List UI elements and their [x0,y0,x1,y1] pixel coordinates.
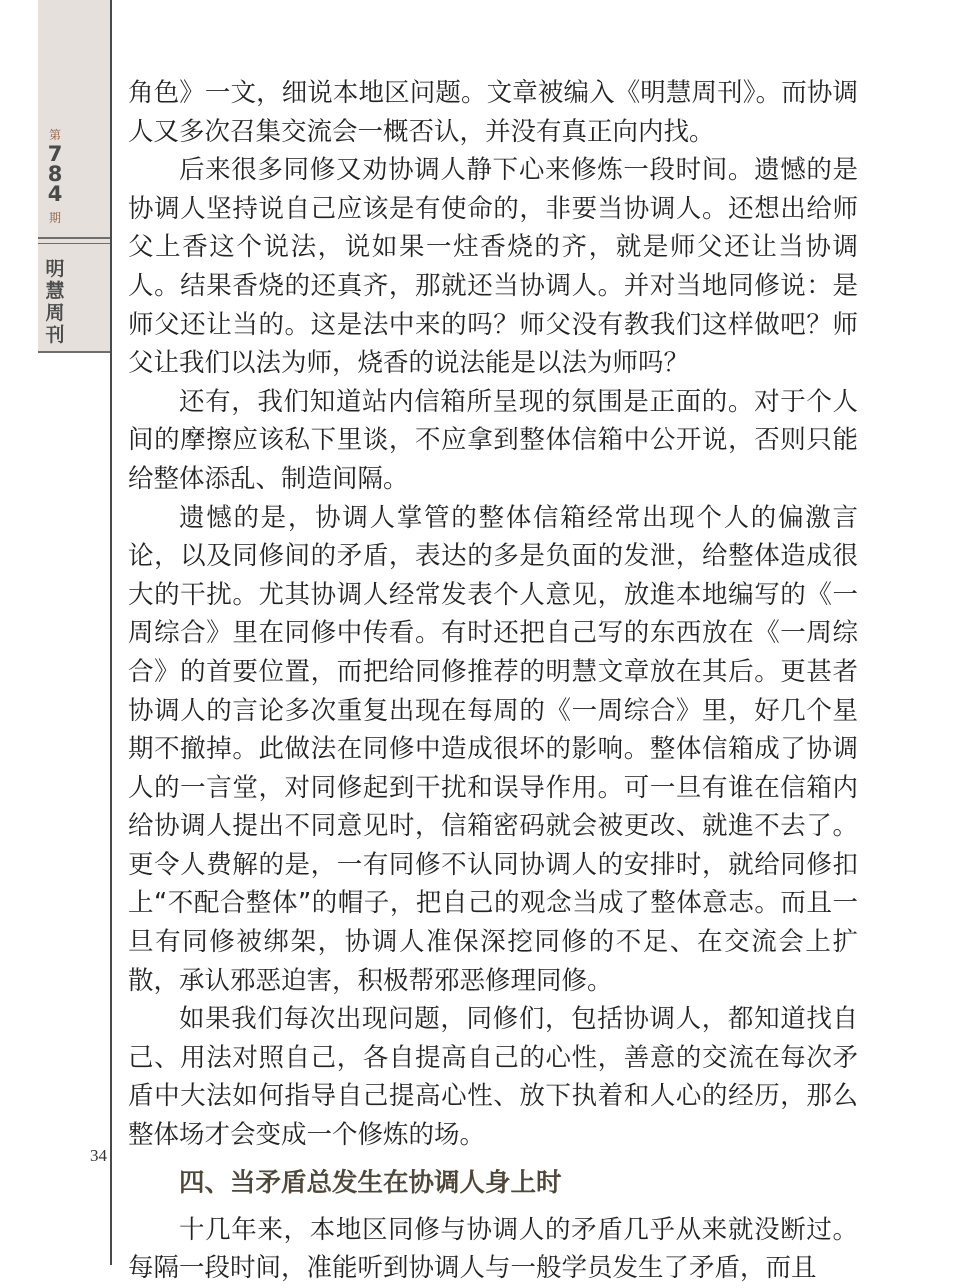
paragraph: 如果我们每次出现问题，同修们，包括协调人，都知道找自己、用法对照自己，各自提高自己的心性，善意的交流在每次矛盾中大法如何指导自己提高心性、放下执着和人心的经历，那么整体场才会变成一个修炼的场。 [128,1004,858,1151]
section-heading: 四、当矛盾总发生在协调人身上时 [179,1167,562,1198]
margin-rule [110,0,112,1265]
paragraph: 遗憾的是，协调人掌管的整体信箱经常出现个人的偏激言论，以及同修间的矛盾，表达的多是负面的发泄，给整体造成很大的干扰。尤其协调人经常发表个人意见，放進本地编写的《一周综合》里在同修中传看。有时还把自己写的东西放在《一周综合》的首要位置，而把给同修推荐的明慧文章放在其后。更甚者协调人的言论多次重复出现在每周的《一周综合》里，好几个星期不撤掉。此做法在同修中造成很坏的影响。整体信箱成了协调人的一言堂，对同修起到干扰和误导作用。可一旦有谁在信箱内给协调人提出不同意见时，信箱密码就会被更改、就進不去了。更令人费解的是，一有同修不认同协调人的安排时，就给同修扣上“不配合整体”的帽子，把自己的观念当成了整体意志。而且一旦有同修被绑架，协调人准保深挖同修的不足、在交流会上扩散，承认邪恶迫害，积极帮邪恶修理同修。 [128,502,858,996]
article-body [128,74,858,1288]
paragraph: 十几年来，本地区同修与协调人的矛盾几乎从来就没断过。每隔一段时间，准能听到协调人与一般学员发生了矛盾，而且 [128,1214,858,1284]
issue-suffix: 期 [48,211,61,225]
paragraph: 角色》一文，细说本地区问题。文章被编入《明慧周刊》。而协调人又多次召集交流会一概否认，并没有真正向内找。 [128,78,858,147]
divider [38,243,111,244]
paragraph: 后来很多同修又劝协调人静下心来修炼一段时间。遗憾的是协调人坚持说自己应该是有使命的，非要当协调人。还想出给师父上香这个说法，说如果一炷香烧的齐，就是师父还让当协调人。结果香烧的还真齐，那就还当协调人。并对当地同修说：是师父还让当的。这是法中来的吗？师父没有教我们这样做吧？师父让我们以法为师，烧香的说法能是以法为师吗？ [128,155,858,379]
issue-prefix: 第 [48,128,61,142]
paragraph: 还有，我们知道站内信箱所呈现的氛围是正面的。对于个人间的摩擦应该私下里谈，不应拿到整体信箱中公开说，否则只能给整体添乱、制造间隔。 [128,386,858,494]
issue-number [0,144,110,204]
publication-name [0,258,110,346]
divider [38,351,111,353]
page-number: 34 [90,1146,107,1165]
publication-name-text: 明慧周刊 [45,258,65,346]
divider [38,237,111,239]
issue-number-text: 784 [47,142,63,206]
